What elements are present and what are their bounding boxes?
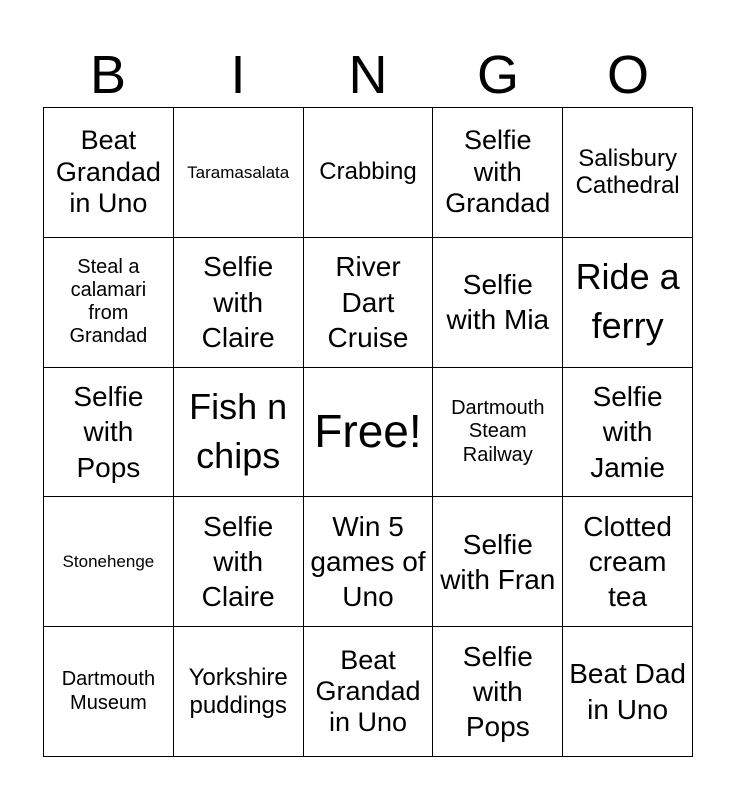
bingo-cell[interactable]: Taramasalata bbox=[174, 108, 304, 238]
bingo-cell[interactable]: Selfie with Mia bbox=[433, 238, 563, 368]
bingo-cell[interactable]: Dartmouth Museum bbox=[44, 627, 174, 757]
bingo-cell[interactable]: Win 5 games of Uno bbox=[304, 497, 434, 627]
bingo-cell[interactable]: Selfie with Claire bbox=[174, 497, 304, 627]
header-letter-b: B bbox=[89, 45, 127, 105]
bingo-cell[interactable]: Beat Dad in Uno bbox=[563, 627, 693, 757]
bingo-cell[interactable]: Steal a calamari from Grandad bbox=[44, 238, 174, 368]
bingo-cell[interactable]: Selfie with Pops bbox=[433, 627, 563, 757]
bingo-cell[interactable]: River Dart Cruise bbox=[304, 238, 434, 368]
bingo-cell[interactable]: Selfie with Jamie bbox=[563, 368, 693, 498]
bingo-cell[interactable]: Beat Grandad in Uno bbox=[304, 627, 434, 757]
header-letter-o: O bbox=[606, 45, 649, 105]
bingo-cell[interactable]: Fish n chips bbox=[174, 368, 304, 498]
free-space-cell[interactable]: Free! bbox=[304, 368, 434, 498]
bingo-cell[interactable]: Selfie with Grandad bbox=[433, 108, 563, 238]
bingo-cell[interactable]: Selfie with Fran bbox=[433, 497, 563, 627]
bingo-cell[interactable]: Dartmouth Steam Railway bbox=[433, 368, 563, 498]
header-letter-n: N bbox=[348, 45, 388, 105]
bingo-cell[interactable]: Salisbury Cathedral bbox=[563, 108, 693, 238]
bingo-cell[interactable]: Stonehenge bbox=[44, 497, 174, 627]
bingo-cell[interactable]: Selfie with Claire bbox=[174, 238, 304, 368]
bingo-cell[interactable]: Yorkshire puddings bbox=[174, 627, 304, 757]
bingo-cell[interactable]: Selfie with Pops bbox=[44, 368, 174, 498]
header-letter-g: G bbox=[476, 45, 519, 105]
bingo-cell[interactable]: Crabbing bbox=[304, 108, 434, 238]
bingo-cell[interactable]: Ride a ferry bbox=[563, 238, 693, 368]
bingo-cell[interactable]: Beat Grandad in Uno bbox=[44, 108, 174, 238]
header-letter-i: I bbox=[230, 45, 246, 105]
bingo-cell[interactable]: Clotted cream tea bbox=[563, 497, 693, 627]
bingo-header bbox=[43, 44, 693, 106]
bingo-board bbox=[43, 107, 693, 757]
